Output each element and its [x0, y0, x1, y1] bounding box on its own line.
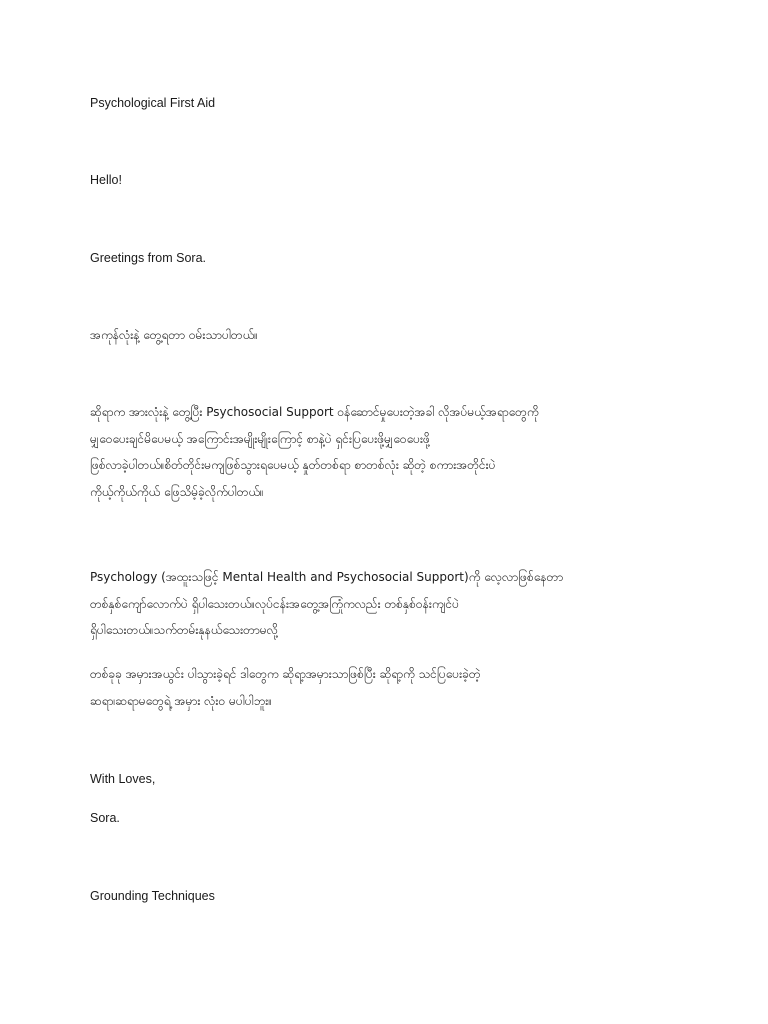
closing: With Loves, [90, 772, 156, 786]
paragraph-2-line: Psychology (အထူးသဖြင့် Mental Health and Psychosocial Support)ကို လေ့လာဖြစ်နေတာ [90, 570, 564, 584]
paragraph-1-line: ဆိုရာက အားလုံးနဲ့ တွေ့ပြီး Psychosocial Support ဝန်ဆောင်မှုပေးတဲ့အခါ လိုအပ်မယ့်အရာတွေကို [90, 405, 539, 419]
intro-line: အကုန်လုံးနဲ့ တွေ့ရတာ ဝမ်းသာပါတယ်။ [90, 328, 258, 342]
paragraph-1-line: မျှဝေပေးချင်မိပေမယ့် အကြောင်းအမျိုးမျိုးကြောင့် စာနဲ့ပဲ ရှင်းပြပေးဖို့မျှဝေပေးဖို့ [90, 431, 430, 446]
greeting-line: Greetings from Sora. [90, 251, 207, 265]
paragraph-1 [90, 399, 690, 505]
greeting: Hello! [90, 173, 122, 187]
document-title: Psychological First Aid [90, 96, 216, 110]
paragraph-2 [90, 564, 690, 644]
paragraph-1-line: ကိုယ့်ကိုယ်ကိုယ် ဖြေသိမ့်ခဲ့လိုက်ပါတယ်။ [90, 484, 264, 499]
paragraph-2-line: တစ်နှစ်ကျော်လောက်ပဲ ရှိပါသေးတယ်။လုပ်ငန်းအတွေ့အကြုံကလည်း တစ်နှစ်ဝန်းကျင်ပဲ [90, 596, 460, 611]
signature: Sora. [90, 811, 120, 825]
paragraph-3-line: ဆရာ၊ဆရာမတွေရဲ့ အမှား လုံးဝ မပါပါဘူး။ [90, 693, 272, 708]
paragraph-3 [90, 661, 690, 714]
section-heading: Grounding Techniques [90, 889, 215, 903]
paragraph-3-line: တစ်ခုခု အမှားအယွင်း ပါသွားခဲ့ရင် ဒါတွေက ဆိုရာ့အမှားသာဖြစ်ပြီး ဆိုရာ့ကို သင်ပြပေးခဲ့တဲ့ [90, 667, 481, 681]
paragraph-1-line: ဖြစ်လာခဲ့ပါတယ်။စိတ်တိုင်းမကျဖြစ်သွားရပေမယ့် နှုတ်တစ်ရာ စာတစ်လုံး ဆိုတဲ့ စကားအတိုင်းပဲ [90, 458, 496, 472]
paragraph-2-line: ရှိပါသေးတယ်။သက်တမ်းနုနယ်သေးတာမလို့ [90, 623, 278, 637]
